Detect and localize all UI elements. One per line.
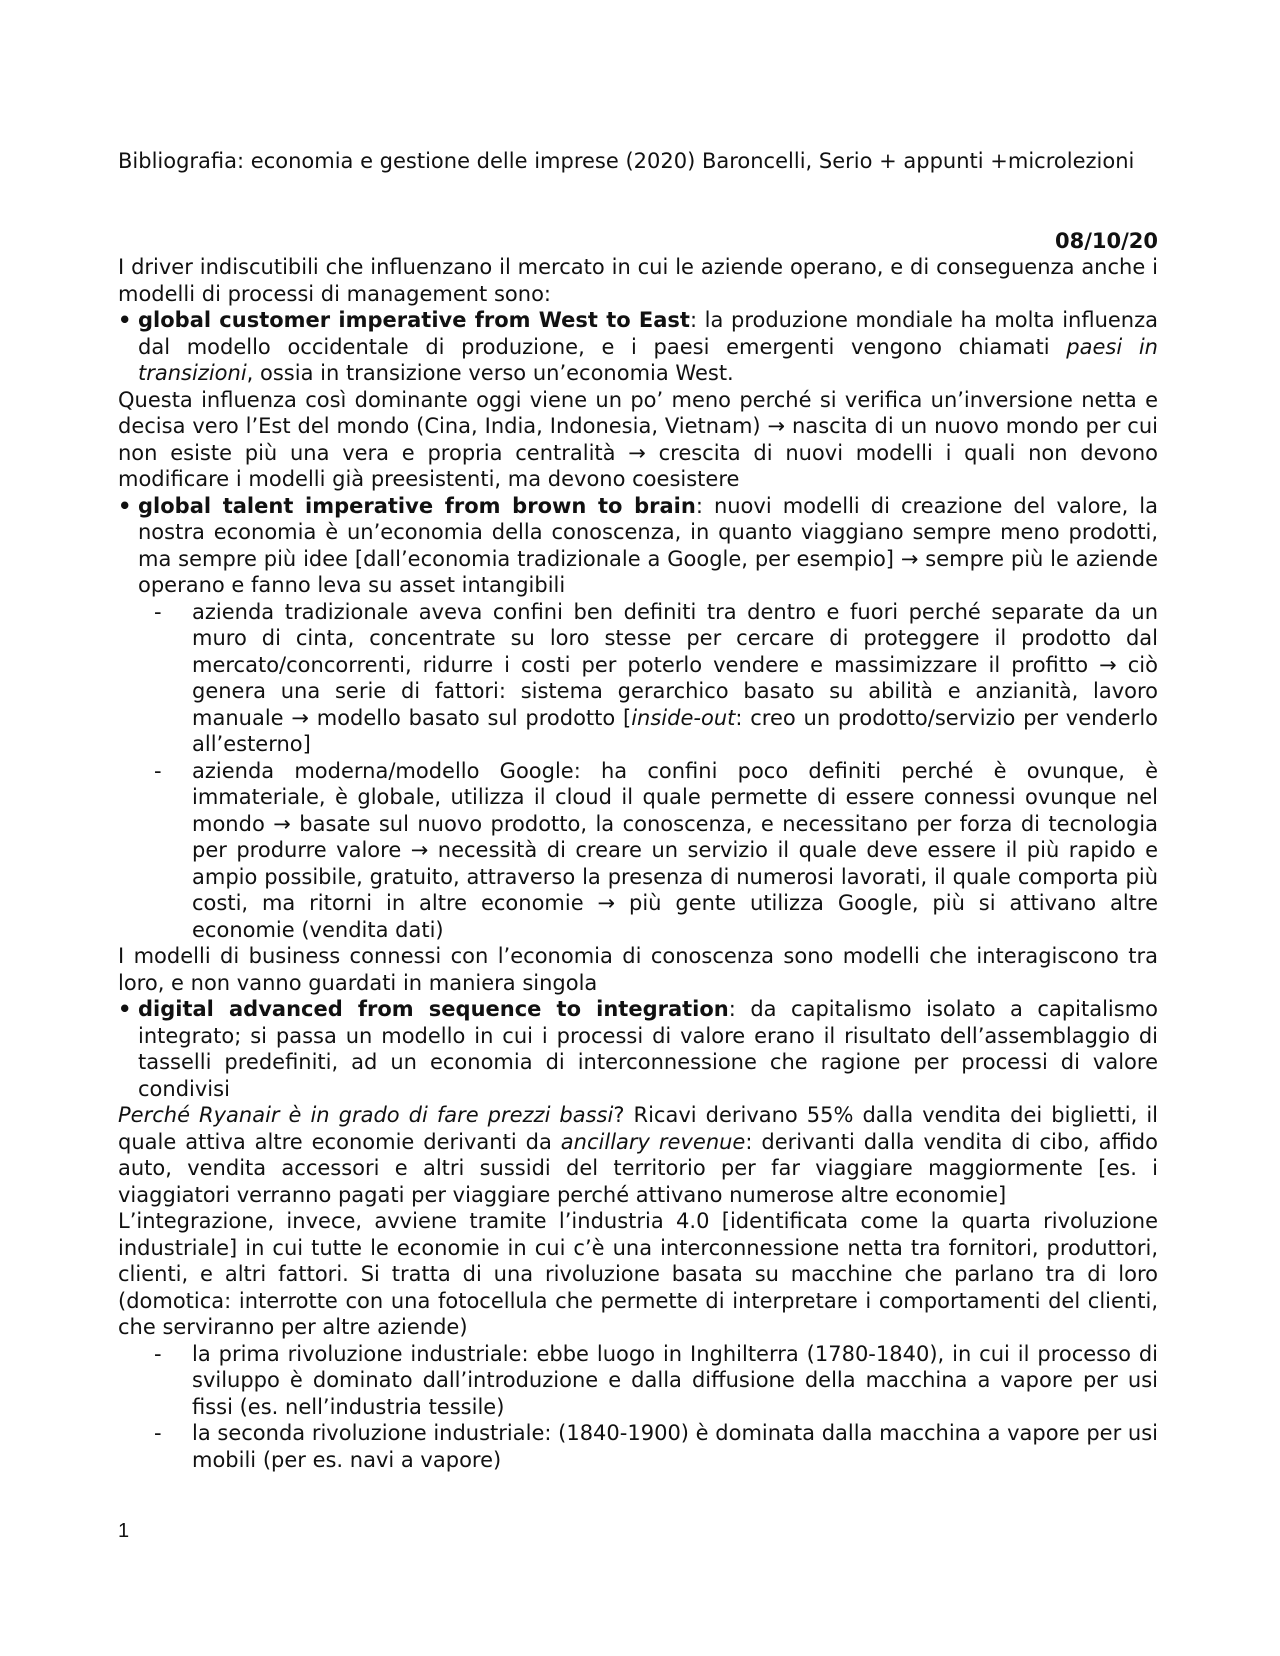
bullet-item-west-to-east: • global customer imperative from West to East: la produzione mondiale ha molta influenza dal modello occidentale di produzione, e i paesi emergenti vengono chiamati paesi in transizioni, ossia in transizione verso un’economia West.	[118, 308, 1158, 385]
bullet-term: digital advanced from sequence to integration	[138, 997, 729, 1021]
italic-question: Perché Ryanair è in grado di fare prezzi bassi	[118, 1103, 614, 1127]
dash-item-second-revolution: - la seconda rivoluzione industriale: (1840-1900) è dominata dalla macchina a vapore per usi mobili (per es. navi a vapore)	[154, 1421, 1158, 1472]
italic-term: ancillary revenue	[560, 1129, 746, 1154]
italic-term: inside-out	[631, 705, 736, 730]
paragraph-ryanair: Perché Ryanair è in grado di fare prezzi bassi? Ricavi derivano 55% dalla vendita dei biglietti, il quale attiva altre economie derivanti da ancillary revenue: derivanti dalla vendita di cibo, affido auto, vendita accessori e altri sussidi del territorio per far viaggiare maggiormente [es. i viaggiatori verranno pagati per viaggiare perché attivano numerose altre economie]	[118, 1103, 1158, 1207]
bullet-marker: •	[118, 493, 132, 518]
paragraph-business-models: I modelli di business connessi con l’economia di conoscenza sono modelli che interagiscono tra loro, e non vanno guardati in maniera singola	[118, 944, 1158, 995]
lecture-date: 08/10/20	[1054, 229, 1158, 253]
bullet-marker: •	[118, 997, 132, 1021]
dash-marker: -	[154, 599, 162, 624]
intro-paragraph: I driver indiscutibili che influenzano il mercato in cui le aziende operano, e di conseguenza anche i modelli di processi di management sono:	[118, 255, 1158, 306]
paragraph-influence: Questa influenza così dominante oggi viene un po’ meno perché si verifica un’inversione netta e decisa vero l’Est del mondo (Cina, India, Indonesia, Vietnam) → nascita di un nuovo mondo per cui non esiste più una vera e propria centralità → crescita di nuovi modelli i quali non devono modificare i modelli già preesistenti, ma devono coesistere	[118, 387, 1158, 491]
bibliography-line: Bibliografia: economia e gestione delle imprese (2020) Baroncelli, Serio + appunti +microlezioni	[118, 149, 1135, 173]
paragraph-industry-4: L’integrazione, invece, avviene tramite l’industria 4.0 [identificata come la quarta rivoluzione industriale] in cui tutte le economie in cui c’è una interconnessione netta tra fornitori, produttori, clienti, e altri fattori. Si tratta di una rivoluzione basata su macchine che parlano tra di loro (domotica: interrotte con una fotocellula che permette di interpretare i comportamenti del clienti, che serviranno per altre aziende)	[118, 1209, 1158, 1339]
bullet-marker: •	[118, 308, 132, 332]
bullet-item-sequence-to-integration: • digital advanced from sequence to integration: da capitalismo isolato a capitalismo integrato; si passa un modello in cui i processi di valore erano il risultato dell’assemblaggio di tasselli predefiniti, ad un economia di interconnessione che ragione per processi di valore condivisi	[118, 997, 1159, 1101]
bullet-term: global customer imperative from West to East	[138, 308, 690, 332]
document-body	[118, 254, 1158, 1473]
italic-term: paesi in transizioni	[138, 334, 1158, 385]
dash-item-traditional-company: - azienda tradizionale aveva confini ben definiti tra dentro e fuori perché separate da un muro di cinta, concentrate su loro stesse per cercare di proteggere il prodotto dal mercato/concorrenti, ridurre i costi per poterlo vendere e massimizzare il profitto → ciò genera una serie di fattori: sistema gerarchico basato su abilità e anzianità, lavoro manuale → modello basato sul prodotto [inside-out: creo un prodotto/servizio per venderlo all’esterno]	[154, 599, 1159, 756]
dash-item-first-revolution: - la prima rivoluzione industriale: ebbe luogo in Inghilterra (1780-1840), in cui il processo di sviluppo è dominato dall’introduzione e dalla diffusione della macchina a vapore per usi fissi (es. nell’industria tessile)	[154, 1341, 1158, 1419]
bullet-item-brown-to-brain: • global talent imperative from brown to brain: nuovi modelli di creazione del valore, la nostra economia è un’economia della conoscenza, in quanto viaggiano sempre meno prodotti, ma sempre più idee [dall’economia tradizionale a Google, per esempio] → sempre più le aziende operano e fanno leva su asset intangibili	[118, 493, 1158, 597]
bullet-term: global talent imperative from brown to brain	[138, 493, 696, 518]
dash-marker: -	[154, 758, 162, 783]
dash-marker: -	[154, 1341, 162, 1366]
page-number: 1	[118, 1520, 130, 1542]
dash-marker: -	[154, 1421, 162, 1445]
dash-item-modern-company: - azienda moderna/modello Google: ha confini poco definiti perché è ovunque, è immateriale, è globale, utilizza il cloud il quale permette di essere connessi ovunque nel mondo → basate sul nuovo prodotto, la conoscenza, e necessitano per forza di tecnologia per produrre valore → necessità di creare un servizio il quale deve essere il più rapido e ampio possibile, gratuito, attraverso la presenza di numerosi lavorati, il quale comporta più costi, ma ritorni in altre economie → più gente utilizza Google, più si attivano altre economie (vendita dati)	[154, 758, 1158, 942]
